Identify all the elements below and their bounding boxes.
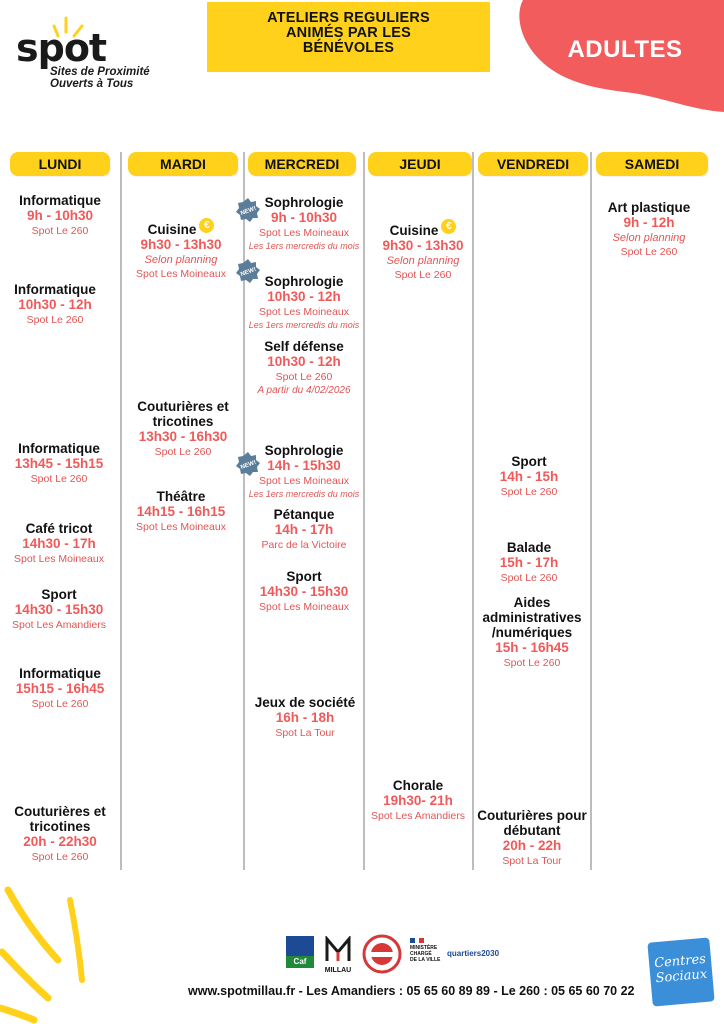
event-title: Couturières et [137,399,229,414]
day-header-mercredi: MERCREDI [248,152,356,176]
event-time: 13h45 - 15h15 [14,456,104,471]
logo-tagline-1: Sites de Proximité [50,66,150,78]
event-title: Informatique [18,441,100,456]
event-time: 9h30 - 13h30 [382,238,464,253]
event-lundi-7 [0,804,120,864]
caf-logo [286,936,314,972]
event-title: Cuisine [147,222,197,237]
event-place: Spot Le 260 [394,269,452,281]
event-title: Couturières pour [477,808,587,823]
event-mercredi-5 [244,507,364,552]
event-title: Chorale [392,778,444,793]
event-place: Spot Les Moineaux [14,553,104,565]
euro-icon: € [199,218,214,233]
event-place: Spot Le 260 [154,446,212,458]
centres-sociaux-line2: Sociaux [655,966,708,987]
event-jeudi-1 [364,219,482,282]
event-title: Couturières et [14,804,106,819]
event-title: Sport [511,454,547,469]
event-time: 14h - 17h [274,522,334,537]
event-place: Spot Les Moineaux [136,268,226,280]
event-place: Spot Les Moineaux [136,521,226,533]
event-place: Spot La Tour [502,855,562,867]
event-title-row [122,218,240,237]
event-time: 14h30 - 15h30 [14,602,104,617]
new-badge-text: NEW! [239,459,258,471]
event-place: Spot Le 260 [31,698,89,710]
event-time: 10h30 - 12h [267,354,341,369]
event-samedi-1 [592,200,706,259]
event-title: Aides [513,595,551,610]
french-flag-icon [410,938,424,943]
millau-label: MILLAU [324,967,352,974]
event-mercredi-3 [244,339,364,398]
event-title: administratives [482,610,582,625]
centres-sociaux-line1: Centres [653,951,707,972]
event-title: Sport [41,587,77,602]
event-mercredi-4 [244,443,364,500]
new-badge-text: NEW! [239,266,258,278]
audience-label: ADULTES [567,36,683,63]
cite-educative-seal-icon [362,934,402,974]
event-time: 14h - 15h [499,469,559,484]
event-note: Selon planning [386,255,460,267]
ministere-line1: MINISTÈRE [410,945,438,951]
event-time: 14h15 - 16h15 [136,504,226,519]
day-header-lundi: LUNDI [10,152,110,176]
event-title: tricotines [152,414,214,429]
event-title: Informatique [19,193,101,208]
event-mardi-3 [122,489,240,534]
page-title-line3: BÉNÉVOLES [302,40,395,56]
event-place: Spot Les Moineaux [259,601,349,613]
event-place: Spot Les Moineaux [259,306,349,318]
event-place: Spot Les Moineaux [259,227,349,239]
event-lundi-4 [0,521,118,566]
event-title: Self défense [264,339,344,354]
day-header-jeudi: JEUDI [368,152,472,176]
event-vendredi-1 [474,454,584,499]
column-divider [590,152,592,870]
event-title: Pétanque [273,507,335,522]
event-title: débutant [503,823,561,838]
event-time: 9h30 - 13h30 [140,237,222,252]
event-lundi-6 [0,666,120,711]
event-title: Cuisine [389,223,439,238]
event-place: Spot Le 260 [31,225,89,237]
event-note: Les 1ers mercredis du mois [248,241,360,251]
event-note: Les 1ers mercredis du mois [248,320,360,330]
event-place: Parc de la Victoire [261,539,347,551]
event-mardi-2 [122,399,244,459]
event-place: Spot Le 260 [503,657,561,669]
day-header-vendredi: VENDREDI [478,152,588,176]
ministere-line2: CHARGÉ [410,951,432,957]
millau-m-icon [324,936,352,962]
page-title-line1: ATELIERS REGULIERS [267,10,430,26]
ministere-logo [410,938,444,974]
event-place: Spot Le 260 [500,486,558,498]
spot-logo [12,14,182,94]
event-place: Spot Les Amandiers [371,810,465,822]
caf-label: Caf [286,956,314,968]
event-title: Théâtre [156,489,206,504]
event-time: 20h - 22h [502,838,562,853]
event-time: 10h30 - 12h [18,297,92,312]
event-vendredi-3 [474,595,590,670]
event-title: Informatique [14,282,96,297]
event-mercredi-6 [244,569,364,614]
event-time: 15h - 17h [499,555,559,570]
event-place: Spot Le 260 [500,572,558,584]
euro-icon: € [441,219,456,234]
event-time: 9h - 12h [623,215,675,230]
logo-wordmark: spot [16,26,107,70]
event-place: Spot Les Moineaux [259,475,349,487]
event-note: Les 1ers mercredis du mois [248,489,360,499]
event-jeudi-2 [364,778,472,823]
event-title: Jeux de société [254,695,356,710]
event-title: tricotines [29,819,91,834]
event-title: Balade [506,540,552,555]
event-lundi-2 [0,282,110,327]
event-note: Selon planning [612,232,686,244]
event-lundi-5 [0,587,118,632]
event-time: 15h - 16h45 [495,640,569,655]
caf-emblem-icon [286,936,314,956]
event-title: Sophrologie [264,195,344,210]
event-place: Spot La Tour [275,727,335,739]
event-time: 15h15 - 16h45 [15,681,105,696]
event-place: Spot Les Amandiers [12,619,106,631]
event-place: Spot Le 260 [26,314,84,326]
event-time: 9h - 10h30 [270,210,338,225]
event-time: 14h - 15h30 [267,458,341,473]
event-title: Café tricot [25,521,93,536]
event-mercredi-7 [244,695,366,740]
event-time: 19h30- 21h [383,793,453,808]
event-title: Informatique [19,666,101,681]
event-vendredi-4 [470,808,594,868]
millau-logo [324,936,352,974]
event-place: Spot Le 260 [620,246,678,258]
event-time: 20h - 22h30 [23,834,97,849]
footer-contact: www.spotmillau.fr - Les Amandiers : 05 65 60 89 89 - Le 260 : 05 65 60 70 22 [188,984,635,998]
event-time: 10h30 - 12h [267,289,341,304]
event-place: Spot Le 260 [31,851,89,863]
event-title: Sport [286,569,322,584]
event-time: 16h - 18h [275,710,335,725]
event-place: Spot Le 260 [275,371,333,383]
event-lundi-1 [0,193,120,238]
event-time: 14h30 - 17h [22,536,96,551]
event-note: Selon planning [144,254,218,266]
event-title: Sophrologie [264,443,344,458]
event-time: 13h30 - 16h30 [138,429,228,444]
event-mardi-1 [122,218,240,281]
event-title: Art plastique [607,200,691,215]
event-mercredi-1 [244,195,364,252]
page-title-box [207,2,490,72]
event-time: 14h30 - 15h30 [259,584,349,599]
event-time: 9h - 10h30 [26,208,94,223]
event-place: Spot Le 260 [30,473,88,485]
day-header-samedi: SAMEDI [596,152,708,176]
event-title-row [364,219,482,238]
centres-sociaux-logo [647,937,714,1006]
event-title: Sophrologie [264,274,344,289]
page-title-line2: ANIMÉS PAR LES [286,25,411,41]
event-mercredi-2 [244,274,364,331]
event-title: /numériques [491,625,573,640]
sun-rays-decoration-icon [0,880,110,1024]
event-vendredi-2 [474,540,584,585]
day-header-mardi: MARDI [128,152,238,176]
event-note: A partir du 4/02/2026 [257,385,351,396]
quartiers-logo: quartiers2030 [447,949,500,958]
new-badge-text: NEW! [239,205,258,217]
event-lundi-3 [0,441,118,486]
logo-tagline-2: Ouverts à Tous [50,78,134,90]
ministere-line3: DE LA VILLE [410,957,441,963]
